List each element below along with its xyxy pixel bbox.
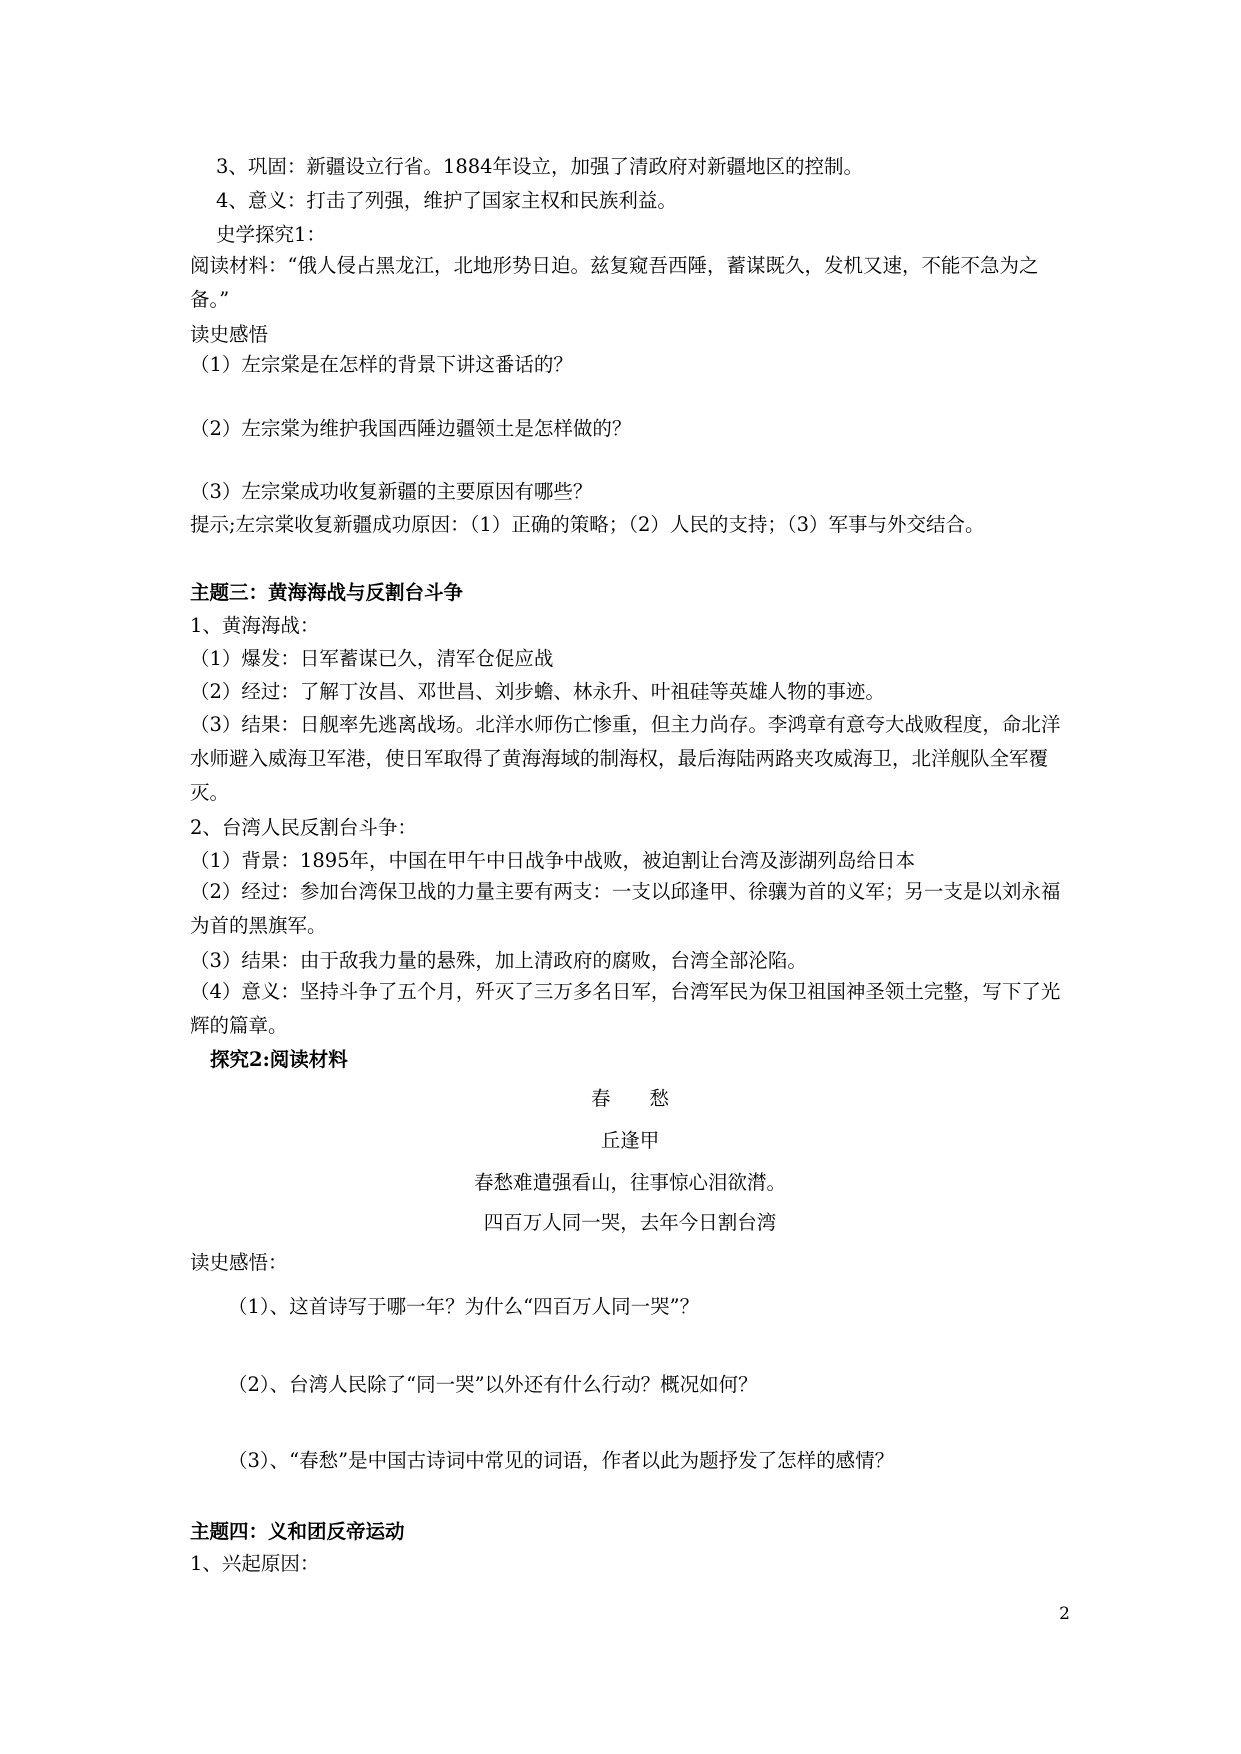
poem-line-1: 春愁难遣强看山，往事惊心泪欲潸。 [473, 1171, 786, 1194]
topic-4-heading: 主题四：义和团反帝运动 [190, 1520, 405, 1543]
question-3: （3）左宗棠成功收复新疆的主要原因有哪些？ [190, 480, 593, 503]
yellow-sea-battle-title: 1、黄海海战： [190, 614, 320, 637]
taiwan-significance: （4）意义：坚持斗争了五个月，歼灭了三万多名日军，台湾军民为保卫祖国神圣领土完整，写下了光辉的篇章。 [190, 980, 1061, 1037]
taiwan-struggle-title: 2、台湾人民反割台斗争： [190, 816, 417, 839]
poem-line-2: 四百万人同一哭，去年今日割台湾 [483, 1211, 777, 1234]
taiwan-background: （1）背景：1895年，中国在甲午中日战争中战败，被迫割让台湾及澎湖列岛给日本 [190, 849, 916, 872]
hint-paragraph: 提示;左宗棠收复新疆成功原因：（1）正确的策略；（2）人民的支持；（3）军事与外交结合。 [190, 513, 985, 536]
page-number: 2 [1059, 1604, 1070, 1624]
topic-3-heading: 主题三：黄海海战与反割台斗争 [190, 581, 464, 604]
question-1: （1）左宗棠是在怎样的背景下讲这番话的？ [190, 353, 573, 376]
poem-question-3: （3）、“春愁”是中国古诗词中常见的词语，作者以此为题抒发了怎样的感情？ [228, 1449, 895, 1472]
reading-reflection-title: 读史感悟 [190, 323, 269, 346]
yellow-sea-process: （2）经过：了解丁汝昌、邓世昌、刘步蟾、林永升、叶祖硅等英雄人物的事迹。 [190, 680, 885, 703]
inquiry-2-title: 探究2:阅读材料 [210, 1048, 348, 1071]
inquiry-1-material: 阅读材料：“俄人侵占黑龙江，北地形势日迫。兹复窥吾西陲，蓄谋既久，发机又速，不能不急为之备。” [190, 254, 1039, 311]
paragraph-consolidation: 3、巩固：新疆设立行省。1884年设立，加强了清政府对新疆地区的控制。 [216, 155, 864, 178]
taiwan-process: （2）经过：参加台湾保卫战的力量主要有两支：一支以邱逢甲、徐骧为首的义军；另一支是以刘永福为首的黑旗军。 [190, 880, 1061, 937]
boxer-origin-title: 1、兴起原因： [190, 1552, 320, 1575]
poem-question-1: （1）、这首诗写于哪一年？为什么“四百万人同一哭”？ [228, 1295, 700, 1318]
yellow-sea-result: （3）结果：日舰率先逃离战场。北洋水师伤亡惨重，但主力尚存。李鸿章有意夸大战败程度，命北洋水师避入威海卫军港，使日军取得了黄海海域的制海权，最后海陆两路夹攻威海卫，北洋舰队全军覆灭。 [190, 713, 1061, 804]
yellow-sea-outbreak: （1）爆发：日军蓄谋已久，清军仓促应战 [190, 647, 554, 670]
paragraph-significance: 4、意义：打击了列强，维护了国家主权和民族利益。 [216, 189, 677, 212]
taiwan-result: （3）结果：由于敌我力量的悬殊，加上清政府的腐败，台湾全部沦陷。 [190, 949, 807, 972]
poem-question-2: （2）、台湾人民除了“同一哭”以外还有什么行动？概况如何？ [228, 1373, 758, 1396]
poem-title: 春 愁 [590, 1087, 669, 1110]
question-2: （2）左宗棠为维护我国西陲边疆领土是怎样做的？ [190, 417, 632, 440]
inquiry-1-title: 史学探究1： [216, 223, 326, 246]
poem-author: 丘逢甲 [600, 1129, 660, 1152]
reading-reflection-2-title: 读史感悟： [190, 1251, 288, 1274]
